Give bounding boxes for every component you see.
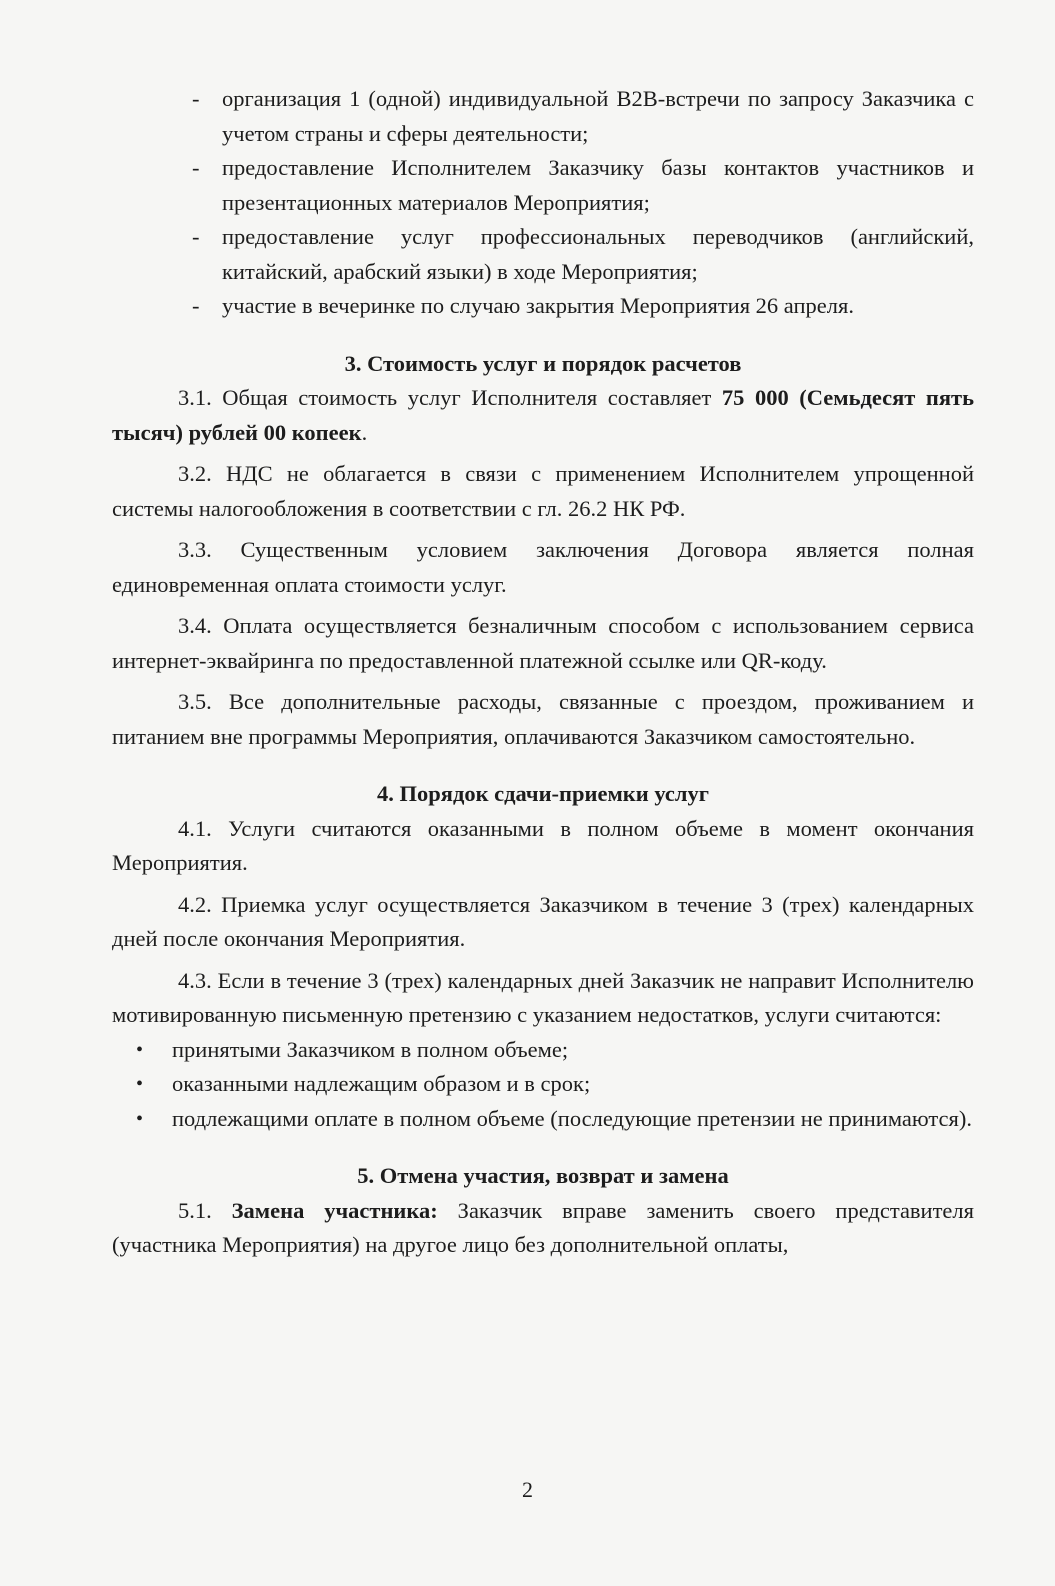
acceptance-bullet-list: [112, 1033, 974, 1137]
list-item: - предоставление Исполнителем Заказчику базы контактов участников и презентационных материалов Мероприятия;: [112, 151, 974, 220]
services-dash-list: [112, 82, 974, 324]
section-3-heading: 3. Стоимость услуг и порядок расчетов: [344, 350, 742, 376]
list-item: - участие в вечеринке по случаю закрытия Мероприятия 26 апреля.: [112, 289, 974, 324]
paragraph-3-5: 3.5. Все дополнительные расходы, связанные с проездом, проживанием и питанием вне программы Мероприятия, оплачиваются Заказчиком самостоятельно.: [112, 689, 974, 749]
dash-marker: -: [192, 155, 200, 180]
document-content: [112, 82, 974, 1263]
paragraph-4-1: 4.1. Услуги считаются оказанными в полном объеме в момент окончания Мероприятия.: [112, 815, 974, 875]
list-item: • оказанными надлежащим образом и в срок;: [112, 1067, 974, 1102]
page-number: 2: [522, 1477, 533, 1502]
list-item: • подлежащими оплате в полном объеме (последующие претензии не принимаются).: [112, 1102, 974, 1137]
list-item: - организация 1 (одной) индивидуальной B2B-встречи по запросу Заказчика с учетом страны и сферы деятельности;: [112, 82, 974, 151]
paragraph-4-3: 4.3. Если в течение 3 (трех) календарных дней Заказчик не направит Исполнителю мотивированную письменную претензию с указанием недостатков, услуги считаются:: [112, 967, 974, 1027]
paragraph-3-1: 3.1. Общая стоимость услуг Исполнителя составляет 75 000 (Семьдесят пять тысяч) рублей 00 копеек.: [112, 385, 975, 445]
list-item: - предоставление услуг профессиональных переводчиков (английский, китайский, арабский языки) в ходе Мероприятия;: [112, 220, 974, 289]
paragraph-4-2: 4.2. Приемка услуг осуществляется Заказчиком в течение 3 (трех) календарных дней после окончания Мероприятия.: [112, 891, 974, 951]
paragraph-3-4: 3.4. Оплата осуществляется безналичным способом с использованием сервиса интернет-эквайринга по предоставленной платежной ссылке или QR-коду.: [112, 613, 974, 673]
bullet-marker: •: [136, 1038, 144, 1061]
bullet-marker: •: [136, 1107, 144, 1130]
dash-marker: -: [192, 86, 200, 111]
section-4-heading: 4. Порядок сдачи-приемки услуг: [377, 781, 709, 806]
paragraph-3-2: 3.2. НДС не облагается в связи с применением Исполнителем упрощенной системы налогообложения в соответствии с гл. 26.2 НК РФ.: [112, 461, 974, 521]
paragraph-5-1: 5.1. Замена участника: Заказчик вправе заменить своего представителя (участника Мероприятия) на другое лицо без дополнительной оплаты,: [112, 1197, 974, 1257]
paragraph-3-3: 3.3. Существенным условием заключения Договора является полная единовременная оплата стоимости услуг.: [112, 537, 974, 597]
list-item: • принятыми Заказчиком в полном объеме;: [112, 1033, 974, 1068]
dash-marker: -: [192, 224, 200, 249]
dash-marker: -: [192, 293, 200, 318]
bullet-marker: •: [136, 1073, 144, 1095]
section-5-heading: 5. Отмена участия, возврат и замена: [357, 1163, 729, 1188]
